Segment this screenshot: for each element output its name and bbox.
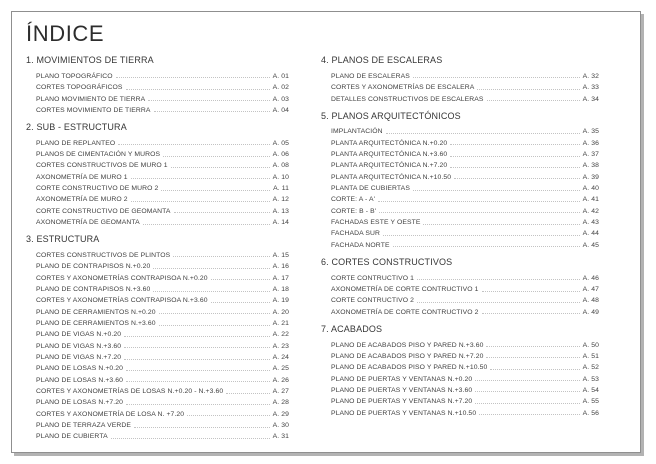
entry-page-number: A. 28 xyxy=(272,399,289,407)
dotted-leader xyxy=(487,100,580,101)
index-entry xyxy=(36,327,289,338)
entry-page-number: A. 20 xyxy=(272,308,289,316)
index-entry xyxy=(36,384,289,395)
entry-label: CORTE: A - A' xyxy=(331,196,376,204)
index-entry xyxy=(36,80,289,91)
dotted-leader xyxy=(423,224,579,225)
entry-page-number: A. 29 xyxy=(272,410,289,418)
entry-page-number: A. 06 xyxy=(272,151,289,159)
entry-label: PLANO DE CUBIERTA xyxy=(36,433,108,441)
entry-page-number: A. 52 xyxy=(582,364,599,372)
dotted-leader xyxy=(143,224,270,225)
entry-label: CORTES Y AXONOMETRÍAS CONTRAPISOA N.+3.60 xyxy=(36,297,208,305)
dotted-leader xyxy=(226,393,269,394)
index-entry xyxy=(36,361,289,372)
index-entry xyxy=(36,429,289,440)
entry-label: CORTE: B - B' xyxy=(331,207,377,215)
entry-label: AXONOMETRÍA DE CORTE CONTRUCTIVO 1 xyxy=(331,286,479,293)
entry-page-number: A. 50 xyxy=(582,341,599,349)
index-entry xyxy=(36,406,289,417)
entry-page-number: A. 01 xyxy=(272,72,289,80)
entry-label: PLANTA ARQUITECTÓNICA N.+0.20 xyxy=(331,139,448,147)
entry-label: PLANO DE ESCALERAS xyxy=(331,72,410,80)
entry-page-number: A. 21 xyxy=(272,320,289,328)
dotted-leader xyxy=(159,325,270,326)
index-entry xyxy=(331,181,599,192)
entry-label: PLANTA DE CUBIERTAS xyxy=(331,185,410,193)
entry-label: PLANO DE CERRAMIENTOS N.+3.60 xyxy=(36,320,156,328)
dotted-leader xyxy=(475,403,579,404)
index-entry xyxy=(36,192,289,203)
entry-label: PLANO TOPOGRÁFICO xyxy=(36,72,113,80)
entry-label: PLANO DE VIGAS N.+3.60 xyxy=(36,342,122,350)
dotted-leader xyxy=(161,190,270,191)
dotted-leader xyxy=(475,391,579,392)
entry-page-number: A. 02 xyxy=(272,84,289,92)
dotted-leader xyxy=(111,438,270,439)
entry-label: PLANO DE LOSAS N.+7.20 xyxy=(36,399,124,407)
entry-page-number: A. 36 xyxy=(582,139,599,147)
entry-page-number: A. 46 xyxy=(582,274,599,282)
dotted-leader xyxy=(378,201,580,202)
entry-label: PLANO DE ACABADOS PISO Y PARED N.+7.20 xyxy=(331,352,484,360)
entry-page-number: A. 17 xyxy=(272,274,289,282)
entry-label: PLANO DE ACABADOS PISO Y PARED N.+3.60 xyxy=(331,341,484,349)
index-entry xyxy=(331,270,599,281)
entry-label: CORTE CONTRUCTIVO 2 xyxy=(331,297,414,305)
index-entry xyxy=(331,226,599,237)
index-entry xyxy=(331,304,599,315)
index-entry xyxy=(36,103,289,114)
section-heading: 2. SUB - ESTRUCTURA xyxy=(26,121,127,132)
dotted-leader xyxy=(417,279,580,280)
index-entry xyxy=(36,158,289,169)
entry-page-number: A. 33 xyxy=(582,84,599,92)
index-entry xyxy=(331,147,599,158)
dotted-leader xyxy=(450,167,579,168)
entry-page-number: A. 16 xyxy=(272,263,289,271)
page-title: ÍNDICE xyxy=(26,21,105,46)
section-entries xyxy=(321,69,599,103)
section-heading: 6. CORTES CONSTRUCTIVOS xyxy=(321,256,453,267)
entry-label: CORTES Y AXONOMETRÍA DE LOSA N. +7.20 xyxy=(36,410,185,418)
dotted-leader xyxy=(163,156,269,157)
index-section xyxy=(26,122,289,226)
entry-page-number: A. 47 xyxy=(582,286,599,293)
entry-label: PLANO DE TERRAZA VERDE xyxy=(36,422,131,430)
dotted-leader xyxy=(148,100,269,101)
dotted-leader xyxy=(187,415,269,416)
dotted-leader xyxy=(153,291,269,292)
entry-label: PLANO DE PUERTAS Y VENTANAS N.+0.20 xyxy=(331,375,473,383)
entry-label: CORTES Y AXONOMETRÍAS DE LOSAS N.+0.20 - N.+3.60 xyxy=(36,388,224,396)
index-entry xyxy=(331,383,599,394)
section-entries xyxy=(321,337,599,416)
dotted-leader xyxy=(211,302,270,303)
dotted-leader xyxy=(417,302,580,303)
index-entry xyxy=(331,169,599,180)
entry-page-number: A. 10 xyxy=(272,173,289,181)
entry-label: PLANTA ARQUITECTÓNICA N.+3.60 xyxy=(331,151,448,159)
index-entry xyxy=(331,371,599,382)
index-entry xyxy=(36,350,289,361)
section-heading: 5. PLANOS ARQUITECTÓNICOS xyxy=(321,110,461,121)
index-entry xyxy=(36,293,289,304)
entry-label: PLANO DE VIGAS N.+7.20 xyxy=(36,354,122,362)
index-entry xyxy=(36,181,289,192)
dotted-leader xyxy=(475,380,579,381)
entry-label: CORTES MOVIMIENTO DE TIERRA xyxy=(36,106,151,114)
index-section xyxy=(26,234,289,440)
dotted-leader xyxy=(413,77,580,78)
entry-label: PLANO DE REPLANTEO xyxy=(36,139,116,147)
section-entries xyxy=(26,248,289,441)
entry-label: PLANO DE LOSAS N.+3.60 xyxy=(36,376,124,384)
entry-label: PLANTA ARQUITECTÓNICA N.+7.20 xyxy=(331,162,448,170)
entry-label: CORTE CONSTRUCTIVO DE MURO 2 xyxy=(36,185,159,193)
entry-label: DETALLES CONSTRUCTIVOS DE ESCALERAS xyxy=(331,95,484,103)
index-entry xyxy=(36,248,289,259)
dotted-leader xyxy=(386,133,580,134)
entry-page-number: A. 40 xyxy=(582,185,599,193)
entry-page-number: A. 19 xyxy=(272,297,289,305)
dotted-leader xyxy=(124,359,270,360)
section-entries xyxy=(26,69,289,114)
entry-page-number: A. 43 xyxy=(582,219,599,227)
index-entry xyxy=(36,259,289,270)
entry-label: CORTE CONTRUCTIVO 1 xyxy=(331,274,414,282)
entry-page-number: A. 08 xyxy=(272,162,289,170)
entry-page-number: A. 44 xyxy=(582,230,599,238)
entry-page-number: A. 49 xyxy=(582,308,599,316)
entry-page-number: A. 55 xyxy=(582,398,599,406)
index-section xyxy=(321,55,599,103)
entry-label: PLANO MOVIMIENTO DE TIERRA xyxy=(36,95,146,103)
entry-label: CORTES Y AXONOMETRÍAS CONTRAPISOA N.+0.20 xyxy=(36,274,208,282)
index-entry xyxy=(331,215,599,226)
entry-label: PLANTA ARQUITECTÓNICA N.+10.50 xyxy=(331,173,452,181)
entry-label: FACHADAS ESTE Y OESTE xyxy=(331,219,421,227)
entry-label: PLANO DE ACABADOS PISO Y PARED N.+10.50 xyxy=(331,364,488,372)
index-entry xyxy=(331,135,599,146)
index-section xyxy=(26,55,289,114)
index-entry xyxy=(331,349,599,360)
entry-label: CORTE CONSTRUCTIVO DE GEOMANTA xyxy=(36,207,171,215)
index-entry xyxy=(36,147,289,158)
dotted-leader xyxy=(379,212,579,213)
entry-page-number: A. 12 xyxy=(272,196,289,204)
index-entry xyxy=(36,69,289,80)
dotted-leader xyxy=(450,144,579,145)
entry-label: CORTES Y AXONOMETRÍAS DE ESCALERA xyxy=(331,84,475,92)
entry-label: AXONOMETRÍA DE MURO 2 xyxy=(36,196,128,204)
entry-page-number: A. 15 xyxy=(272,251,289,259)
section-heading: 7. ACABADOS xyxy=(321,323,383,334)
entry-page-number: A. 53 xyxy=(582,375,599,383)
section-heading: 4. PLANOS DE ESCALERAS xyxy=(321,55,443,65)
entry-label: FACHADA NORTE xyxy=(331,241,390,249)
entry-label: PLANO DE CERRAMIENTOS N.+0.20 xyxy=(36,308,156,316)
index-entry xyxy=(331,394,599,405)
index-entry xyxy=(36,203,289,214)
dotted-leader xyxy=(171,167,270,168)
entry-page-number: A. 18 xyxy=(272,286,289,293)
entry-page-number: A. 31 xyxy=(272,433,289,441)
index-entry xyxy=(36,91,289,102)
entry-label: CORTES TOPOGRÁFICOS xyxy=(36,84,123,92)
index-entry xyxy=(331,80,599,91)
entry-page-number: A. 11 xyxy=(273,185,289,193)
entry-page-number: A. 35 xyxy=(582,128,599,136)
dotted-leader xyxy=(211,279,270,280)
index-entry xyxy=(36,316,289,327)
dotted-leader xyxy=(479,414,579,415)
dotted-leader xyxy=(174,212,270,213)
dotted-leader xyxy=(450,156,579,157)
index-entry xyxy=(36,372,289,383)
index-entry xyxy=(36,282,289,293)
dotted-leader xyxy=(454,178,579,179)
index-entry xyxy=(331,237,599,248)
index-entry xyxy=(36,338,289,349)
dotted-leader xyxy=(486,346,579,347)
dotted-leader xyxy=(124,347,270,348)
entry-label: PLANO DE LOSAS N.+0.20 xyxy=(36,365,124,373)
entry-page-number: A. 37 xyxy=(582,151,599,159)
entry-label: PLANO DE PUERTAS Y VENTANAS N.+3.60 xyxy=(331,386,473,394)
entry-page-number: A. 34 xyxy=(582,95,599,103)
entry-page-number: A. 51 xyxy=(582,352,599,360)
entry-page-number: A. 25 xyxy=(272,365,289,373)
entry-label: PLANOS DE CIMENTACIÓN Y MUROS xyxy=(36,151,161,159)
index-entry xyxy=(331,203,599,214)
dotted-leader xyxy=(482,291,580,292)
index-entry xyxy=(36,135,289,146)
entry-page-number: A. 24 xyxy=(272,354,289,362)
dotted-leader xyxy=(173,256,269,257)
index-sheet xyxy=(11,11,641,453)
dotted-leader xyxy=(124,336,270,337)
dotted-leader xyxy=(153,268,269,269)
section-entries xyxy=(321,270,599,315)
index-entry xyxy=(36,304,289,315)
entry-page-number: A. 22 xyxy=(272,331,289,339)
entry-page-number: A. 27 xyxy=(272,388,289,396)
dotted-leader xyxy=(134,427,270,428)
index-section xyxy=(321,257,599,316)
index-entry xyxy=(36,395,289,406)
dotted-leader xyxy=(126,381,270,382)
entry-page-number: A. 14 xyxy=(272,219,289,227)
index-entry xyxy=(331,282,599,293)
entry-label: CORTES CONSTRUCTIVOS DE MURO 1 xyxy=(36,162,168,170)
index-section xyxy=(321,111,599,249)
index-entry xyxy=(331,124,599,135)
entry-page-number: A. 42 xyxy=(582,207,599,215)
dotted-leader xyxy=(116,77,270,78)
index-entry xyxy=(331,158,599,169)
index-entry xyxy=(331,337,599,348)
entry-label: AXONOMETRÍA DE GEOMANTA xyxy=(36,219,140,227)
index-entry xyxy=(331,360,599,371)
index-entry xyxy=(36,270,289,281)
entry-page-number: A. 38 xyxy=(582,162,599,170)
section-entries xyxy=(26,135,289,226)
index-entry xyxy=(331,69,599,80)
dotted-leader xyxy=(383,235,580,236)
entry-page-number: A. 23 xyxy=(272,342,289,350)
dotted-leader xyxy=(413,190,580,191)
dotted-leader xyxy=(126,370,270,371)
index-section xyxy=(321,324,599,417)
index-entry xyxy=(331,293,599,304)
entry-page-number: A. 03 xyxy=(272,95,289,103)
dotted-leader xyxy=(486,357,579,358)
entry-page-number: A. 05 xyxy=(272,139,289,147)
entry-page-number: A. 30 xyxy=(272,422,289,430)
entry-label: PLANO DE PUERTAS Y VENTANAS N.+10.50 xyxy=(331,409,477,417)
entry-label: PLANO DE CONTRAPISOS N.+3.60 xyxy=(36,286,151,293)
index-entry xyxy=(331,192,599,203)
index-column-left xyxy=(26,55,289,440)
entry-label: CORTES CONSTRUCTIVOS DE PLINTOS xyxy=(36,251,171,259)
dotted-leader xyxy=(490,369,579,370)
entry-page-number: A. 54 xyxy=(582,386,599,394)
entry-page-number: A. 39 xyxy=(582,173,599,181)
entry-label: PLANO DE CONTRAPISOS N.+0.20 xyxy=(36,263,151,271)
entry-page-number: A. 32 xyxy=(582,72,599,80)
entry-label: PLANO DE VIGAS N.+0.20 xyxy=(36,331,122,339)
section-entries xyxy=(321,124,599,249)
entry-page-number: A. 04 xyxy=(272,106,289,114)
entry-label: AXONOMETRÍA DE CORTE CONTRUCTIVO 2 xyxy=(331,308,479,316)
dotted-leader xyxy=(126,404,270,405)
entry-page-number: A. 26 xyxy=(272,376,289,384)
dotted-leader xyxy=(482,313,580,314)
dotted-leader xyxy=(477,89,579,90)
entry-page-number: A. 45 xyxy=(582,241,599,249)
entry-label: FACHADA SUR xyxy=(331,230,381,238)
index-entry xyxy=(36,215,289,226)
dotted-leader xyxy=(159,313,270,314)
section-heading: 1. MOVIMIENTOS DE TIERRA xyxy=(26,55,154,65)
dotted-leader xyxy=(131,201,270,202)
entry-label: AXONOMETRÍA DE MURO 1 xyxy=(36,173,128,181)
index-entry xyxy=(331,91,599,102)
dotted-leader xyxy=(154,111,270,112)
entry-page-number: A. 41 xyxy=(582,196,599,204)
index-entry xyxy=(36,169,289,180)
entry-label: IMPLANTACIÓN xyxy=(331,128,383,136)
section-heading: 3. ESTRUCTURA xyxy=(26,234,100,245)
dotted-leader xyxy=(393,246,580,247)
entry-page-number: A. 13 xyxy=(272,207,289,215)
entry-label: PLANO DE PUERTAS Y VENTANAS N.+7.20 xyxy=(331,398,473,406)
index-entry xyxy=(36,418,289,429)
dotted-leader xyxy=(131,178,270,179)
entry-page-number: A. 48 xyxy=(582,297,599,305)
index-column-right xyxy=(321,55,599,417)
index-entry xyxy=(331,405,599,416)
entry-page-number: A. 56 xyxy=(582,409,599,417)
dotted-leader xyxy=(126,89,270,90)
dotted-leader xyxy=(118,144,269,145)
